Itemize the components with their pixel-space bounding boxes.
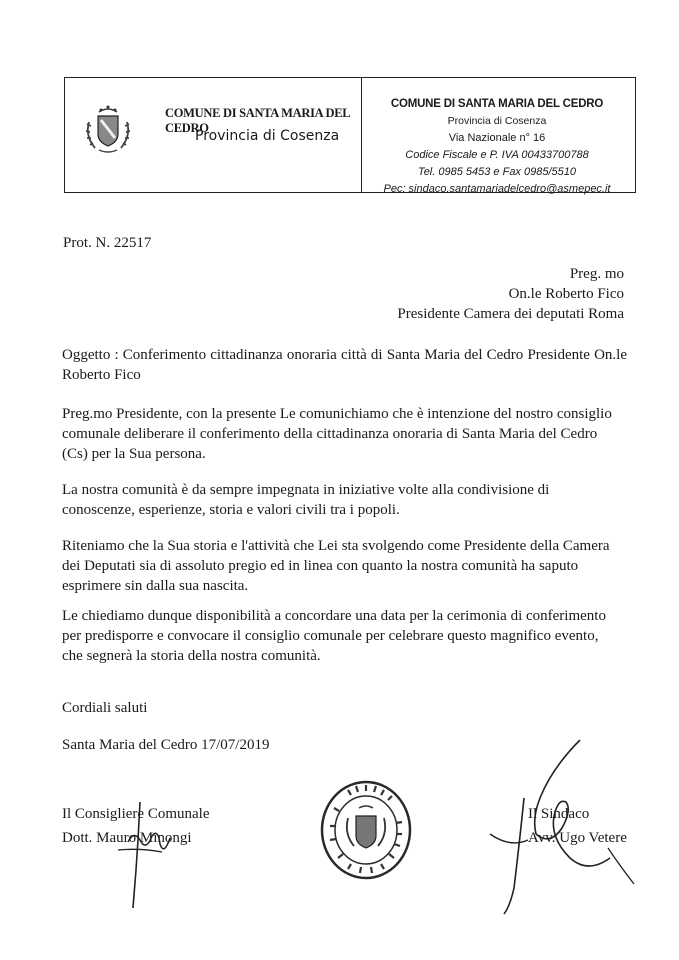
letterhead-contact-block <box>363 96 631 198</box>
contact-province: Provincia di Cosenza <box>447 115 547 127</box>
body-paragraph-3: Riteniamo che la Sua storia e l'attività che Lei sta svolgendo come Presidente della Camera dei Deputati sia di assoluto pregio ed in linea con quanto la nostra comunità ha saputo esprimere sin dalla sua nascita. <box>62 538 610 594</box>
contact-pec: Pec: sindaco.santamariadelcedro@asmepec.it <box>383 183 611 195</box>
municipal-crest-icon <box>79 100 137 158</box>
councillor-title: Il Consigliere Comunale <box>62 806 210 822</box>
letterhead-province: Provincia di Cosenza <box>195 128 340 144</box>
addressee-block <box>397 264 624 324</box>
body-paragraph-2: La nostra comunità è da sempre impegnata in iniziative volte alla condivisione di conoscenze, esperienze, storia e valori civili tra i popoli. <box>62 482 550 518</box>
contact-phone: Tel. 0985 5453 e Fax 0985/5510 <box>417 166 576 178</box>
mayor-title: Il Sindaco <box>528 806 590 822</box>
handwritten-signature <box>100 800 210 910</box>
official-seal-stamp <box>318 778 414 882</box>
body-paragraph-4: Le chiediamo dunque disponibilità a concordare una data per la cerimonia di conferimento per predisporre e convocare il consiglio comunale per celebrare questo magnifico evento, che segnerà la storia della nostra comunità. <box>62 608 606 664</box>
letterhead-divider <box>361 78 362 192</box>
subject-line: Oggetto : Conferimento cittadinanza onoraria città di Santa Maria del Cedro Presidente On.le Roberto Fico <box>62 347 627 383</box>
handwritten-signature <box>470 738 650 918</box>
addressee-salutation: Preg. mo <box>569 266 624 282</box>
mayor-name: Avv. Ugo Vetere <box>528 830 627 846</box>
councillor-name: Dott. Mauro Minongi <box>62 830 192 846</box>
closing-greeting: Cordiali saluti <box>62 700 148 716</box>
contact-fiscal-code: Codice Fiscale e P. IVA 00433700788 <box>405 149 589 161</box>
addressee-name: On.le Roberto Fico <box>508 286 624 302</box>
contact-address: Via Nazionale n° 16 <box>448 132 546 144</box>
protocol-number: Prot. N. 22517 <box>63 235 152 251</box>
addressee-role: Presidente Camera dei deputati Roma <box>397 306 624 322</box>
contact-municipality-name: COMUNE DI SANTA MARIA DEL CEDRO <box>390 98 604 110</box>
letterhead-municipality-name: COMUNE DI SANTA MARIA DEL CEDRO <box>165 106 350 135</box>
body-paragraph-1: Preg.mo Presidente, con la presente Le comunichiamo che è intenzione del nostro consiglio comunale deliberare il conferimento della cittadinanza onoraria di Santa Maria del Cedro (Cs) per la Sua persona. <box>62 406 612 462</box>
place-and-date: Santa Maria del Cedro 17/07/2019 <box>62 737 270 753</box>
letterhead <box>64 77 636 193</box>
